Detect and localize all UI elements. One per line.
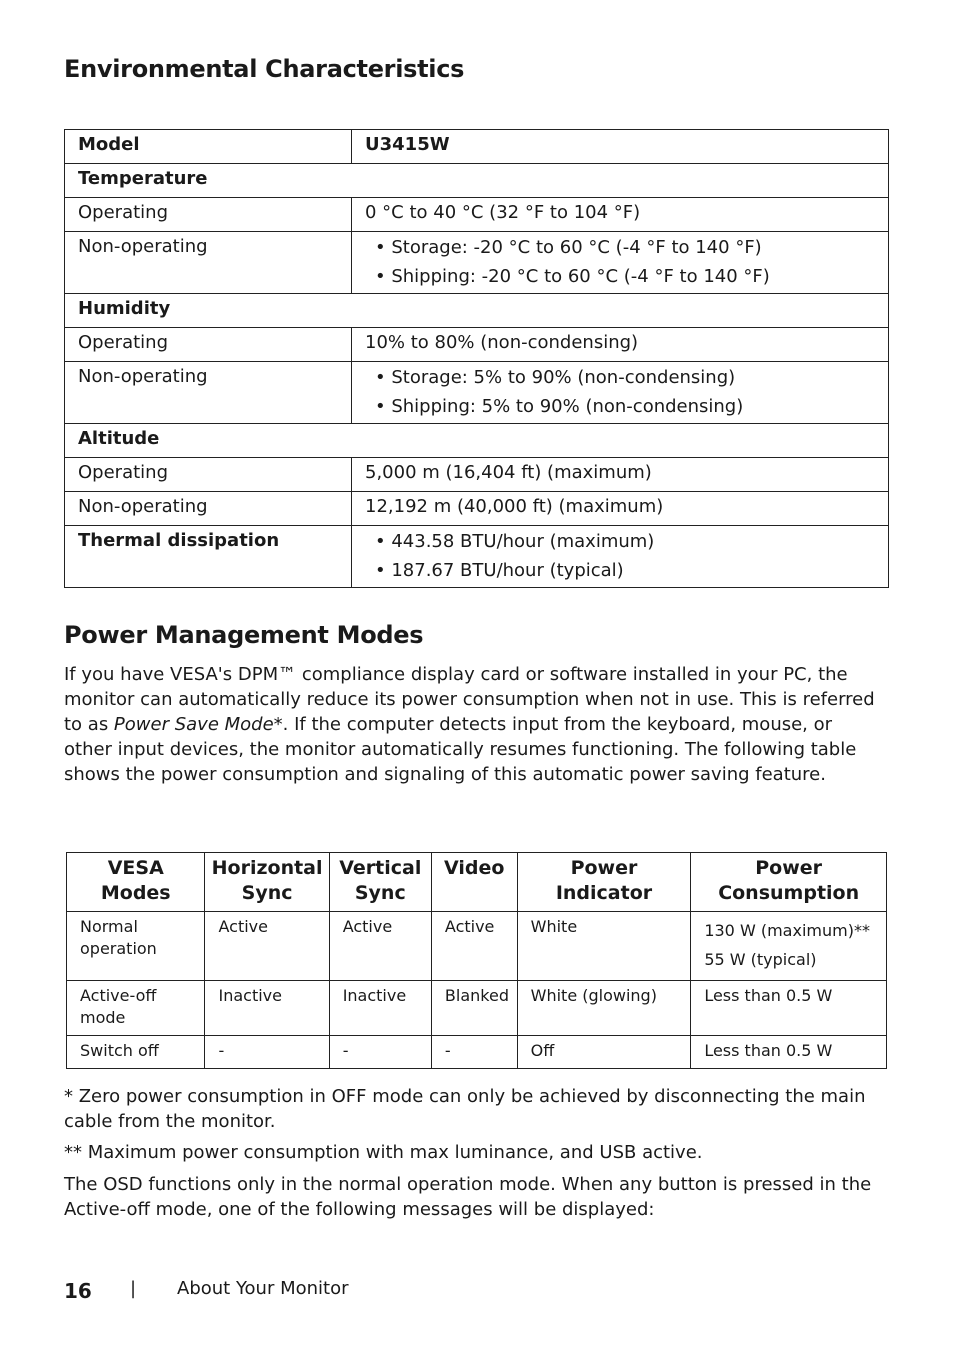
table-cell: Active [205,912,329,981]
vesa-modes-table [66,852,887,1069]
humidity-nonop-values [352,362,889,424]
list-item: • 187.67 BTU/hour (typical) [365,556,875,585]
table-cell: White (glowing) [517,981,691,1036]
humidity-header: Humidity [65,294,889,328]
power-typical: 55 W (typical) [704,950,817,969]
table-row [65,232,889,294]
column-header: Vertical Sync [329,853,431,912]
altitude-nonop-label: Non-operating [65,492,352,526]
table-cell: - [329,1036,431,1069]
temperature-operating-value: 0 °C to 40 °C (32 °F to 104 °F) [352,198,889,232]
power-max: 130 W (maximum)** [704,921,870,940]
table-row [65,362,889,424]
list-item: • Shipping: 5% to 90% (non-condensing) [365,392,875,421]
table-cell [691,912,887,981]
altitude-nonop-value: 12,192 m (40,000 ft) (maximum) [352,492,889,526]
table-row [65,130,889,164]
table-cell: Normal operation [67,912,205,981]
temperature-operating-label: Operating [65,198,352,232]
table-row [67,981,887,1036]
table-row [65,328,889,362]
humidity-nonop-label: Non-operating [65,362,352,424]
footnote-zero-power: * Zero power consumption in OFF mode can only be achieved by disconnecting the main cable from the monitor. [64,1086,866,1132]
footnote-max-power: ** Maximum power consumption with max luminance, and USB active. [64,1142,703,1163]
temperature-nonop-label: Non-operating [65,232,352,294]
table-cell: - [431,1036,517,1069]
list-item: • 443.58 BTU/hour (maximum) [365,527,875,556]
altitude-header: Altitude [65,424,889,458]
table-row [65,526,889,588]
column-header: Horizontal Sync [205,853,329,912]
section-title-environmental: Environmental Characteristics [64,55,465,83]
table-cell: White [517,912,691,981]
table-cell: Off [517,1036,691,1069]
altitude-operating-label: Operating [65,458,352,492]
table-row [65,294,889,328]
table-cell: Active [431,912,517,981]
table-row [65,492,889,526]
list-item: • Storage: -20 °C to 60 °C (-4 °F to 140 °F) [365,233,875,262]
altitude-operating-value: 5,000 m (16,404 ft) (maximum) [352,458,889,492]
table-cell: Switch off [67,1036,205,1069]
table-cell: Less than 0.5 W [691,981,887,1036]
table-cell: Less than 0.5 W [691,1036,887,1069]
column-header: Video [431,853,517,912]
table-row [67,912,887,981]
section-title-power-management: Power Management Modes [64,621,424,649]
thermal-values [352,526,889,588]
para-emphasis: Power Save Mode [113,714,274,735]
list-item: • Storage: 5% to 90% (non-condensing) [365,363,875,392]
table-row [65,164,889,198]
osd-note: The OSD functions only in the normal operation mode. When any button is pressed in the Active-off mode, one of the following messages will be displayed: [64,1174,872,1220]
table-cell: Inactive [205,981,329,1036]
column-header: Power Consumption [691,853,887,912]
table-row [65,424,889,458]
table-cell: Active-off mode [67,981,205,1036]
temperature-header: Temperature [65,164,889,198]
table-row [65,198,889,232]
table-cell: Blanked [431,981,517,1036]
table-cell: - [205,1036,329,1069]
footer-separator: | [130,1278,137,1299]
para-text-after: *. If the computer detects input from the keyboard, mouse, or other input devices, the monitor automatically resumes functioning. The following table shows the power consumption and signaling of this automatic power saving feature. [64,714,857,785]
humidity-operating-label: Operating [65,328,352,362]
table-cell: Active [329,912,431,981]
temperature-nonop-values [352,232,889,294]
table-row [65,458,889,492]
model-label: Model [65,130,352,164]
humidity-operating-value: 10% to 80% (non-condensing) [352,328,889,362]
para-text-before: If you have VESA's DPM™ compliance display card or software installed in your PC, the monitor can automatically reduce its power consumption when not in use. This is referred to as [64,664,875,735]
model-value: U3415W [352,130,889,164]
table-cell: Inactive [329,981,431,1036]
column-header: Power Indicator [517,853,691,912]
environmental-table [64,129,889,588]
footer-section-title: About Your Monitor [177,1278,349,1299]
power-management-paragraph [64,662,884,787]
thermal-label: Thermal dissipation [65,526,352,588]
list-item: • Shipping: -20 °C to 60 °C (-4 °F to 140 °F) [365,262,875,291]
column-header: VESA Modes [67,853,205,912]
table-header-row [67,853,887,912]
table-row [67,1036,887,1069]
page-number: 16 [64,1279,92,1303]
